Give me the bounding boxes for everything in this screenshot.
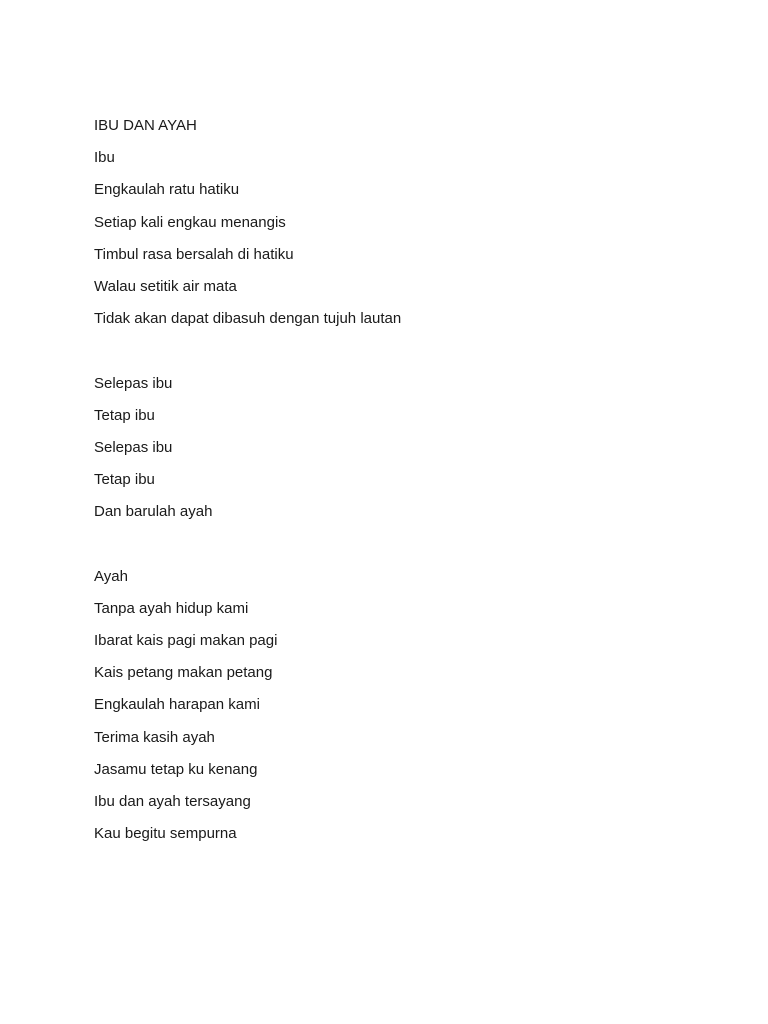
poem-line: Tetap ibu: [94, 471, 155, 489]
stanza-3: [94, 567, 694, 857]
stanza-break: [94, 534, 694, 566]
poem-line: Ibarat kais pagi makan pagi: [94, 632, 278, 649]
stanza-1: [94, 148, 694, 341]
poem-line: Ibu dan ayah tersayang: [94, 792, 251, 810]
poem-body: [94, 116, 694, 856]
poem-line: Terima kasih ayah: [94, 728, 215, 746]
poem-line: Selepas ibu: [94, 438, 173, 456]
poem-line: Engkaulah ratu hatiku: [94, 181, 240, 199]
poem-line: Tidak akan dapat dibasuh dengan tujuh lautan: [94, 310, 402, 328]
poem-line: Ayah: [94, 567, 128, 585]
poem-line: Walau setitik air mata: [94, 277, 237, 295]
poem-line: Engkaulah harapan kami: [94, 696, 260, 714]
poem-line: Tanpa ayah hidup kami: [94, 599, 249, 617]
poem-line: Ibu: [94, 149, 115, 167]
poem-line: Setiap kali engkau menangis: [94, 213, 286, 231]
poem-line: Tetap ibu: [94, 406, 155, 424]
poem-line: Kais petang makan petang: [94, 664, 273, 682]
poem-line: Kau begitu sempurna: [94, 825, 237, 843]
poem-title: IBU DAN AYAH: [94, 117, 197, 134]
stanza-2: [94, 374, 694, 535]
poem-line: Dan barulah ayah: [94, 503, 213, 521]
poem-line: Jasamu tetap ku kenang: [94, 760, 258, 778]
poem-line: Selepas ibu: [94, 374, 173, 392]
poem-line: Timbul rasa bersalah di hatiku: [94, 245, 294, 263]
stanza-break: [94, 341, 694, 373]
